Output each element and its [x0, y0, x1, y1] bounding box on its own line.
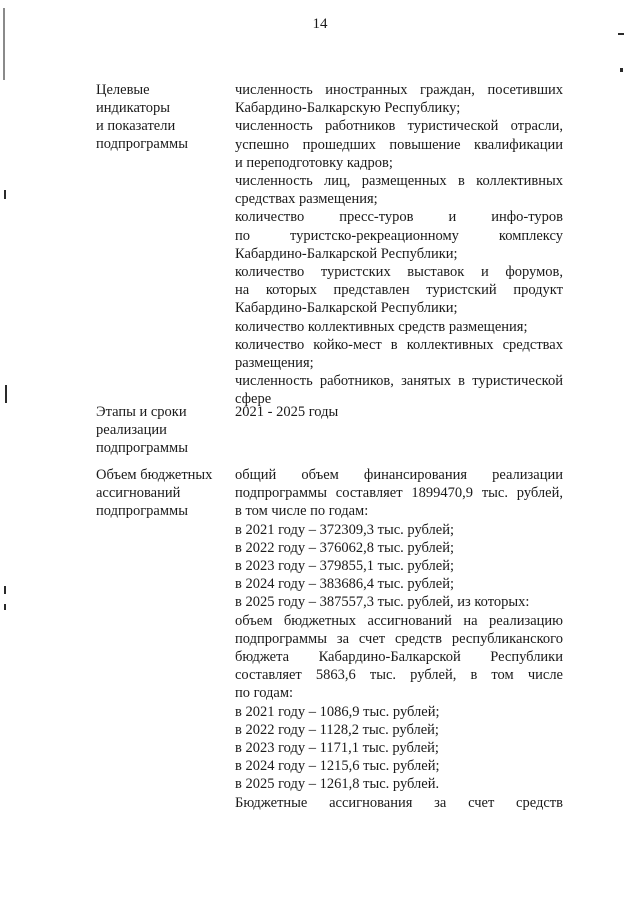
text-line: 2021 - 2025 годы — [235, 404, 339, 420]
text-line: Кабардино-Балкарскую Республику; — [235, 100, 461, 117]
scan-mark-right-1 — [618, 33, 624, 35]
text-line: в том числе по годам: — [235, 503, 369, 520]
row-label-targets — [96, 81, 226, 153]
text-line: в 2025 году – 387557,3 тыс. рублей, из которых: — [235, 594, 530, 611]
text-line: успешно прошедших повышение квалификации — [235, 136, 563, 153]
scan-mark-right-2 — [620, 68, 623, 72]
text-line: на которых представлен туристский продукт — [235, 282, 563, 299]
scan-mark-left-3 — [4, 586, 6, 594]
scan-mark-left-top — [3, 8, 5, 80]
label-line: подпрограммы — [96, 503, 188, 519]
text-line: составляет 5863,6 тыс. рублей, в том числе — [235, 667, 563, 684]
text-line: по туристско-рекреационному комплексу — [235, 227, 563, 244]
text-line: в 2022 году – 376062,8 тыс. рублей; — [235, 539, 455, 556]
text-line: численность работников туристической отрасли, — [235, 118, 563, 135]
row-content-targets — [235, 81, 563, 409]
text-line: в 2022 году – 1128,2 тыс. рублей; — [235, 721, 439, 738]
text-line: в 2023 году – 379855,1 тыс. рублей; — [235, 558, 455, 575]
text-line: количество туристских выставок и форумов, — [235, 264, 563, 281]
scan-mark-left-4 — [4, 604, 6, 610]
label-line: Целевые — [96, 82, 150, 98]
text-line: численность лиц, размещенных в коллективных — [235, 173, 563, 190]
label-line: Этапы и сроки — [96, 404, 187, 420]
text-line: бюджета Кабардино-Балкарской Республики — [235, 649, 563, 666]
page-number: 14 — [312, 16, 328, 32]
scan-mark-left-2 — [5, 385, 7, 403]
text-line: Кабардино-Балкарской Республики; — [235, 245, 458, 262]
text-line: в 2024 году – 383686,4 тыс. рублей; — [235, 576, 455, 593]
text-line: размещения; — [235, 355, 314, 372]
label-line: и показатели — [96, 118, 176, 134]
text-line: подпрограммы за счет средств республиканского — [235, 630, 563, 647]
row-content-stages — [235, 403, 563, 421]
row-content-budget — [235, 466, 563, 812]
text-line: количество пресс-туров и инфо-туров — [235, 209, 563, 226]
text-line: численность иностранных граждан, посетивших — [235, 82, 563, 98]
label-line: ассигнований — [96, 485, 181, 501]
text-line: сфере — [235, 391, 272, 408]
text-line: по годам: — [235, 685, 294, 702]
label-line: Объем бюджетных — [96, 467, 213, 483]
text-line: в 2024 году – 1215,6 тыс. рублей; — [235, 758, 440, 775]
text-line: и переподготовку кадров; — [235, 154, 393, 171]
scan-mark-left-1 — [4, 190, 6, 199]
row-label-stages — [96, 403, 226, 457]
label-line: реализации — [96, 422, 167, 438]
text-line: подпрограммы составляет 1899470,9 тыс. рублей, — [235, 485, 563, 502]
text-line: количество койко-мест в коллективных средствах — [235, 336, 563, 353]
text-line: численность работников, занятых в туристической — [235, 373, 563, 390]
text-line: в 2021 году – 1086,9 тыс. рублей; — [235, 703, 440, 720]
text-line: количество коллективных средств размещения; — [235, 318, 528, 335]
label-line: подпрограммы — [96, 440, 188, 456]
text-line: объем бюджетных ассигнований на реализацию — [235, 612, 563, 629]
text-line: общий объем финансирования реализации — [235, 467, 563, 483]
label-line: подпрограммы — [96, 136, 188, 152]
label-line: индикаторы — [96, 100, 170, 116]
text-line: в 2025 году – 1261,8 тыс. рублей. — [235, 776, 440, 793]
text-line: в 2023 году – 1171,1 тыс. рублей; — [235, 740, 439, 757]
text-line: Бюджетные ассигнования за счет средств — [235, 794, 563, 811]
text-line: Кабардино-Балкарской Республики; — [235, 300, 458, 317]
text-line: в 2021 году – 372309,3 тыс. рублей; — [235, 521, 455, 538]
text-line: средствах размещения; — [235, 191, 378, 208]
row-label-budget — [96, 466, 226, 520]
